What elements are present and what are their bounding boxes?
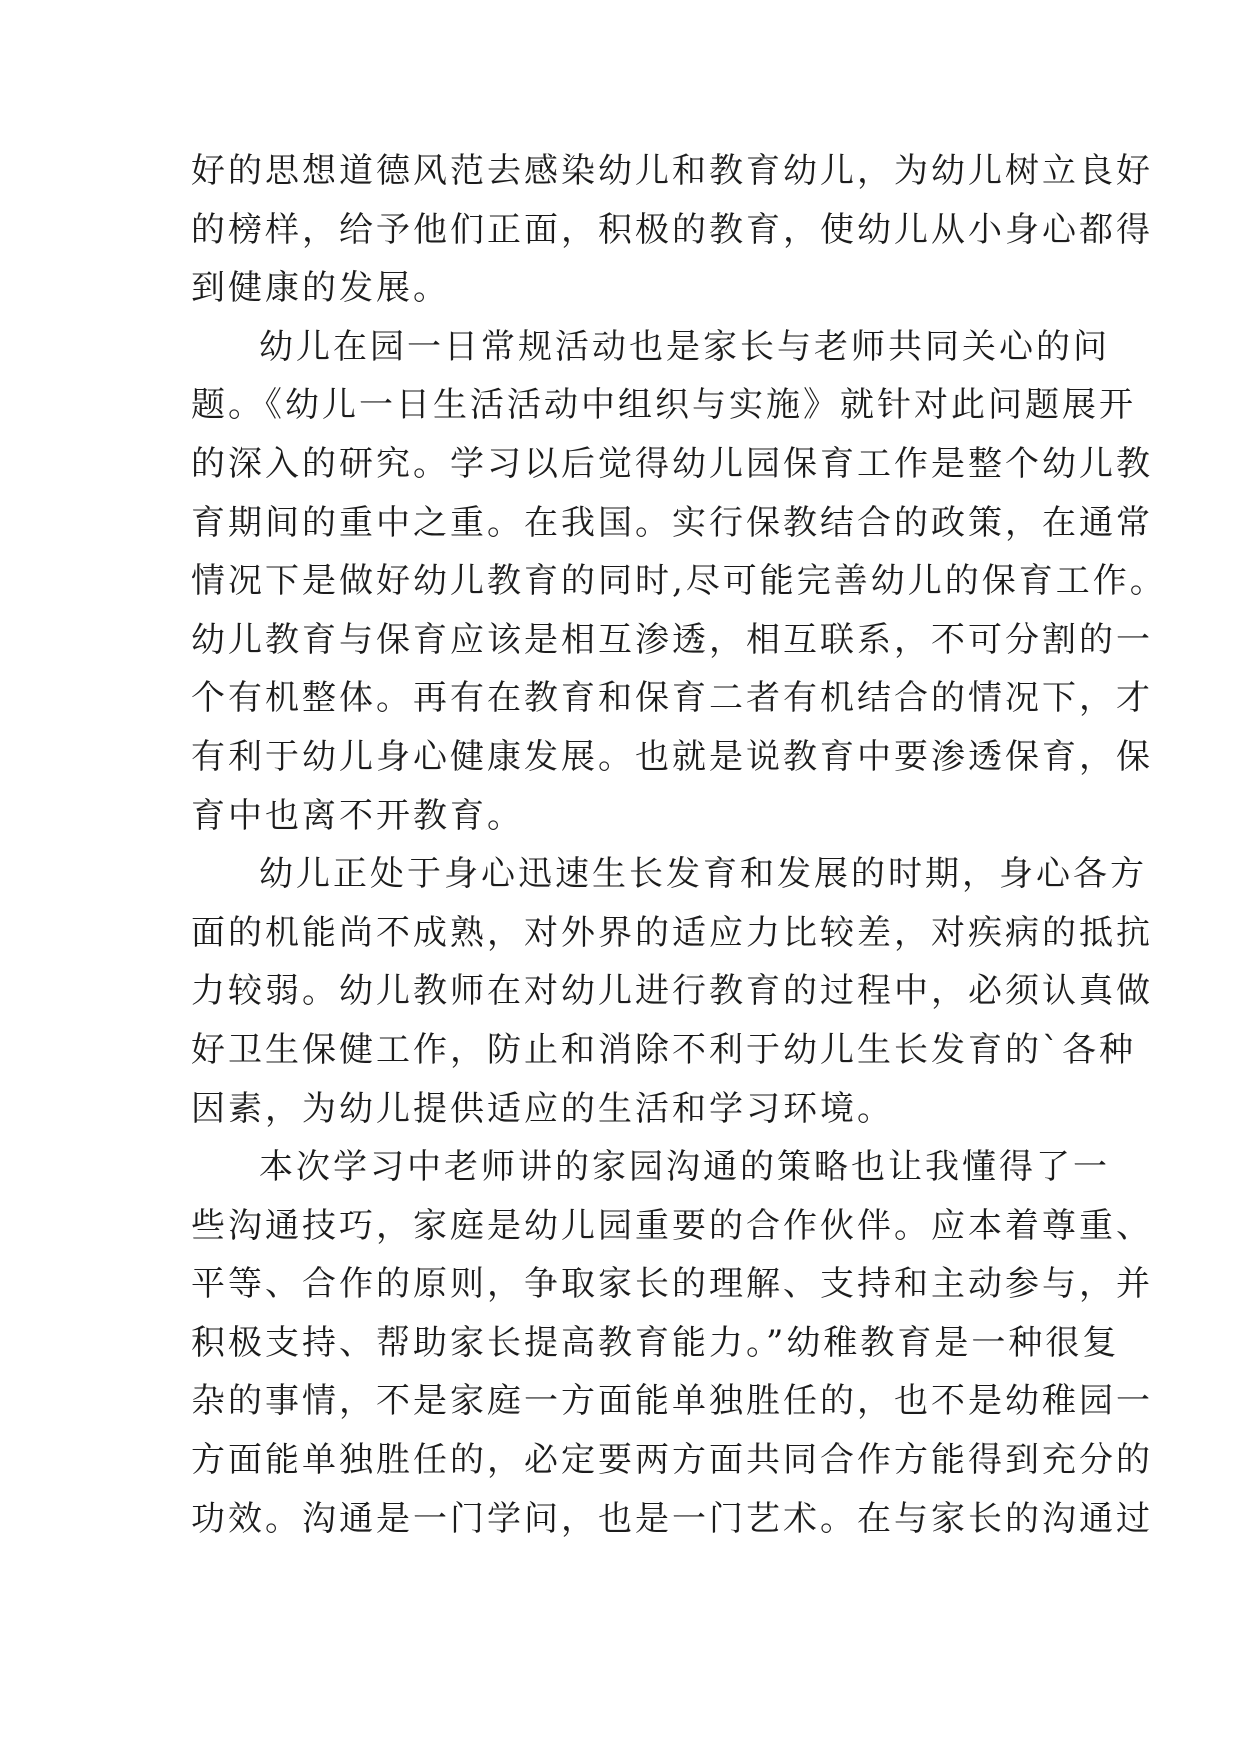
paragraph xyxy=(191,318,1167,845)
text-line: 平等、合作的原则，争取家长的理解、支持和主动参与，并 xyxy=(191,1264,1153,1305)
text-line: 方面能单独胜任的，必定要两方面共同合作方能得到充分的 xyxy=(191,1440,1153,1481)
text-line: 题。《幼儿一日生活活动中组织与实施》就针对此问题展开 xyxy=(191,385,1136,426)
text-line: 育中也离不开教育。 xyxy=(191,795,524,836)
text-line: 幼儿正处于身心迅速生长发育和发展的时期，身心各方 xyxy=(259,854,1147,895)
text-line: 情况下是做好幼儿教育的同时,尽可能完善幼儿的保育工作。 xyxy=(191,561,1167,602)
text-line: 面的机能尚不成熟，对外界的适应力比较差，对疾病的抵抗 xyxy=(191,912,1153,953)
text-line: 因素，为幼儿提供适应的生活和学习环境。 xyxy=(191,1088,894,1129)
text-line: 杂的事情，不是家庭一方面能单独胜任的，也不是幼稚园一 xyxy=(191,1381,1153,1422)
text-line: 幼儿在园一日常规活动也是家长与老师共同关心的问 xyxy=(259,326,1110,367)
text-line: 力较弱。幼儿教师在对幼儿进行教育的过程中，必须认真做 xyxy=(191,971,1153,1012)
text-line: 好的思想道德风范去感染幼儿和教育幼儿，为幼儿树立良好 xyxy=(191,151,1153,191)
paragraph xyxy=(191,1138,1153,1548)
text-line: 些沟通技巧，家庭是幼儿园重要的合作伙伴。应本着尊重、 xyxy=(191,1205,1153,1246)
text-line: 的榜样，给予他们正面，积极的教育，使幼儿从小身心都得 xyxy=(191,209,1153,250)
body-text xyxy=(191,142,1167,1548)
text-line: 功效。沟通是一门学问，也是一门艺术。在与家长的沟通过 xyxy=(191,1498,1153,1539)
text-line: 到健康的发展。 xyxy=(191,268,450,309)
text-line: 有利于幼儿身心健康发展。也就是说教育中要渗透保育，保 xyxy=(191,736,1153,777)
text-line: 本次学习中老师讲的家园沟通的策略也让我懂得了一 xyxy=(259,1147,1110,1188)
text-line: 的深入的研究。学习以后觉得幼儿园保育工作是整个幼儿教 xyxy=(191,443,1153,484)
text-line: 好卫生保健工作，防止和消除不利于幼儿生长发育的`各种 xyxy=(191,1029,1136,1070)
paragraph xyxy=(191,142,1153,318)
text-line: 个有机整体。再有在教育和保育二者有机结合的情况下，才 xyxy=(191,678,1153,719)
text-line: 育期间的重中之重。在我国。实行保教结合的政策，在通常 xyxy=(191,502,1153,543)
text-line: 积极支持、帮助家长提高教育能力。”幼稚教育是一种很复 xyxy=(191,1322,1120,1363)
paragraph xyxy=(191,845,1153,1138)
text-line: 幼儿教育与保育应该是相互渗透，相互联系，不可分割的一 xyxy=(191,619,1153,660)
